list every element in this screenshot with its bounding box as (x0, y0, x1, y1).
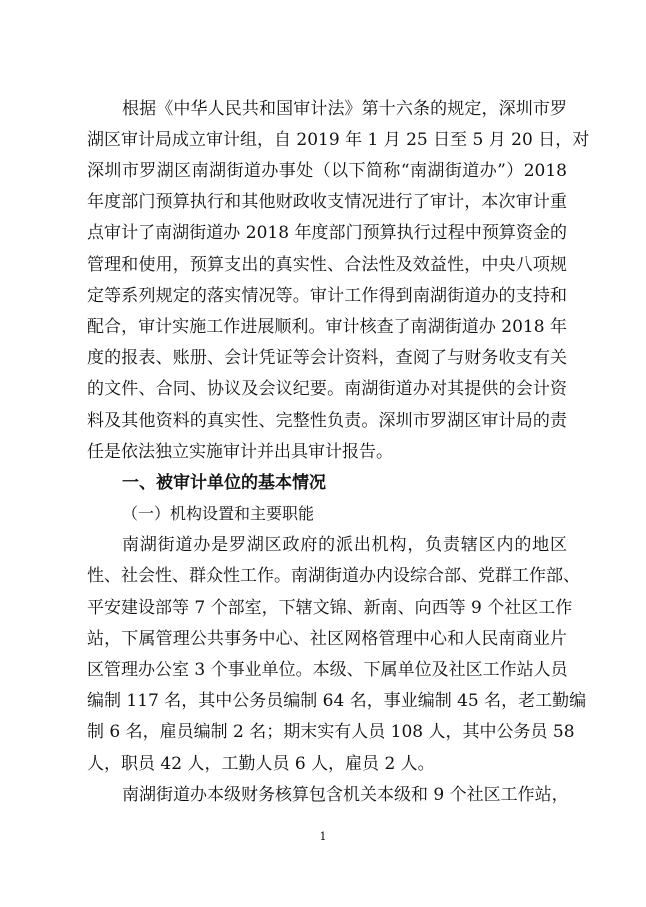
paragraph-2-line-4: 站，下属管理公共事务中心、社区网格管理中心和人民南商业片 (87, 629, 567, 649)
paragraph-2-line-3: 平安建设部等 7 个部室，下辖文锦、新南、向西等 9 个社区工作 (87, 598, 573, 618)
paragraph-1-line-2: 湖区审计局成立审计组，自 2019 年 1 月 25 日至 5 月 20 日，对 (87, 130, 590, 150)
paragraph-3-line-1: 南湖街道办本级财务核算包含机关本级和 9 个社区工作站， (122, 785, 569, 805)
paragraph-1-line-1: 根据《中华人民共和国审计法》第十六条的规定，深圳市罗 (122, 99, 567, 119)
paragraph-2-line-7: 制 6 名，雇员编制 2 名；期末实有人员 108 人，其中公务员 58 (87, 722, 575, 742)
section-heading: 一、被审计单位的基本情况 (122, 473, 326, 493)
paragraph-2-line-2: 性、社会性、群众性工作。南湖街道办内设综合部、党群工作部、 (87, 566, 580, 586)
paragraph-1-line-12: 任是依法独立实施审计并出具审计报告。 (87, 442, 393, 462)
paragraph-1-line-11: 料及其他资料的真实性、完整性负责。深圳市罗湖区审计局的责 (87, 411, 567, 431)
paragraph-1-line-9: 度的报表、账册、会计凭证等会计资料，查阅了与财务收支有关 (87, 348, 567, 368)
paragraph-2-line-1: 南湖街道办是罗湖区政府的派出机构，负责辖区内的地区 (122, 535, 567, 555)
paragraph-2-line-5: 区管理办公室 3 个事业单位。本级、下属单位及社区工作站人员 (87, 660, 568, 680)
paragraph-2-line-6: 编制 117 名，其中公务员编制 64 名，事业编制 45 名，老工勤编 (87, 691, 587, 711)
paragraph-1-line-7: 定等系列规定的落实情况等。审计工作得到南湖街道办的支持和 (87, 286, 567, 306)
paragraph-1-line-6: 管理和使用，预算支出的真实性、合法性及效益性，中央八项规 (87, 255, 567, 275)
paragraph-1-line-8: 配合，审计实施工作进展顺利。审计核查了南湖街道办 2018 年 (87, 317, 567, 337)
subsection-heading: （一）机构设置和主要职能 (122, 504, 315, 523)
page-number: 1 (319, 830, 327, 843)
paragraph-1-line-3: 深圳市罗湖区南湖街道办事处（以下简称“南湖街道办”）2018 (87, 161, 567, 181)
paragraph-1-line-10: 的文件、合同、协议及会议纪要。南湖街道办对其提供的会计资 (87, 379, 567, 399)
paragraph-1-line-5: 点审计了南湖街道办 2018 年度部门预算执行过程中预算资金的 (87, 223, 567, 243)
paragraph-2-line-8: 人，职员 42 人，工勤人员 6 人，雇员 2 人。 (87, 754, 435, 774)
paragraph-1-line-4: 年度部门预算执行和其他财政收支情况进行了审计，本次审计重 (87, 192, 567, 212)
